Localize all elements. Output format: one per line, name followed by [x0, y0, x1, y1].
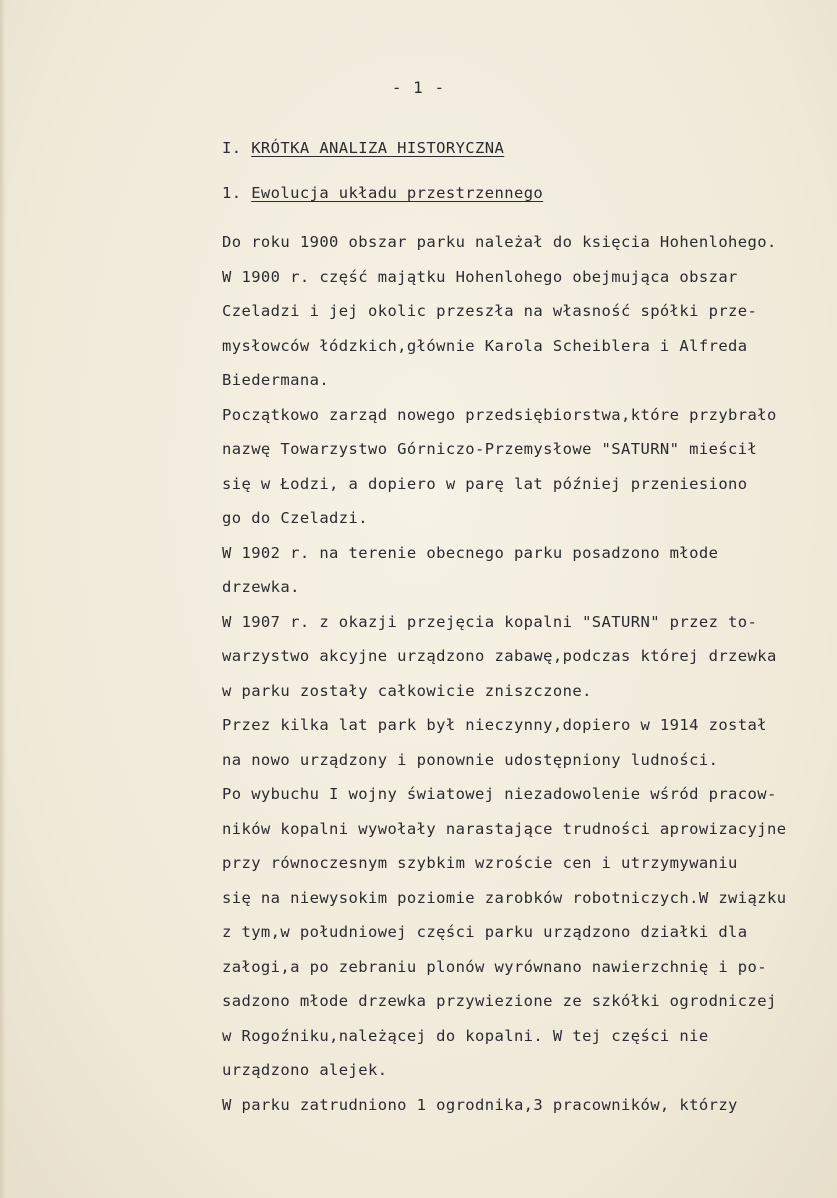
- section-heading: [222, 139, 504, 157]
- body-text: [222, 231, 822, 1128]
- text-line: załogi,a po zebraniu plonów wyrównano nawierzchnię i po-: [222, 957, 767, 976]
- text-line: go do Czeladzi.: [222, 509, 368, 527]
- text-line: drzewka.: [222, 578, 300, 596]
- text-line: przy równoczesnym szybkim wzroście cen i utrzymywaniu: [222, 854, 738, 872]
- text-line: sadzono młode drzewka przywiezione ze szkółki ogrodniczej: [222, 992, 777, 1010]
- text-line: Po wybuchu I wojny światowej niezadowolenie wśród pracow-: [222, 785, 777, 803]
- text-line: nazwę Towarzystwo Górniczo-Przemysłowe "SATURN" mieścił: [222, 440, 758, 458]
- page-number: - 1 -: [391, 78, 446, 97]
- text-line: Czeladzi i jej okolic przeszła na własność spółki prze-: [222, 302, 758, 320]
- text-line: Do roku 1900 obszar parku należał do księcia Hohenlohego.: [222, 233, 777, 251]
- text-line: Przez kilka lat park był nieczynny,dopiero w 1914 został: [222, 716, 767, 734]
- text-line: Biedermana.: [222, 371, 330, 389]
- text-line: urządzono alejek.: [222, 1061, 388, 1079]
- subsection-title: Ewolucja układu przestrzennego: [251, 184, 544, 202]
- section-title: KRÓTKA ANALIZA HISTORYCZNA: [251, 139, 505, 157]
- paper-edge-shadow: [0, 0, 6, 1198]
- text-line: mysłowców łódzkich,głównie Karola Scheiblera i Alfreda: [222, 336, 748, 355]
- text-line: z tym,w południowej części parku urządzono działki dla: [222, 923, 748, 941]
- text-line: się w Łodzi, a dopiero w parę lat później przeniesiono: [222, 474, 748, 493]
- text-line: W 1900 r. część majątku Hohenlohego obejmująca obszar: [222, 267, 738, 286]
- subsection-heading: [222, 184, 543, 202]
- text-line: na nowo urządzony i ponownie udostępniony ludności.: [222, 750, 719, 769]
- text-line: się na niewysokim poziomie zarobków robotniczych.W związku: [222, 888, 787, 907]
- text-line: ników kopalni wywołały narastające trudności aprowizacyjne: [222, 819, 787, 838]
- section-number: I.: [222, 139, 242, 157]
- text-line: Początkowo zarząd nowego przedsiębiorstwa,które przybrało: [222, 405, 777, 424]
- text-line: w parku zostały całkowicie zniszczone.: [222, 681, 592, 700]
- text-line: W 1902 r. na terenie obecnego parku posadzono młode: [222, 543, 719, 562]
- text-line: warzystwo akcyjne urządzono zabawę,podczas której drzewka: [222, 647, 777, 665]
- subsection-number: 1.: [222, 184, 242, 202]
- text-line: W 1907 r. z okazji przejęcia kopalni "SATURN" przez to-: [222, 612, 758, 631]
- text-line: w Rogoźniku,należącej do kopalni. W tej części nie: [222, 1026, 709, 1045]
- text-line: W parku zatrudniono 1 ogrodnika,3 pracowników, którzy: [222, 1095, 738, 1114]
